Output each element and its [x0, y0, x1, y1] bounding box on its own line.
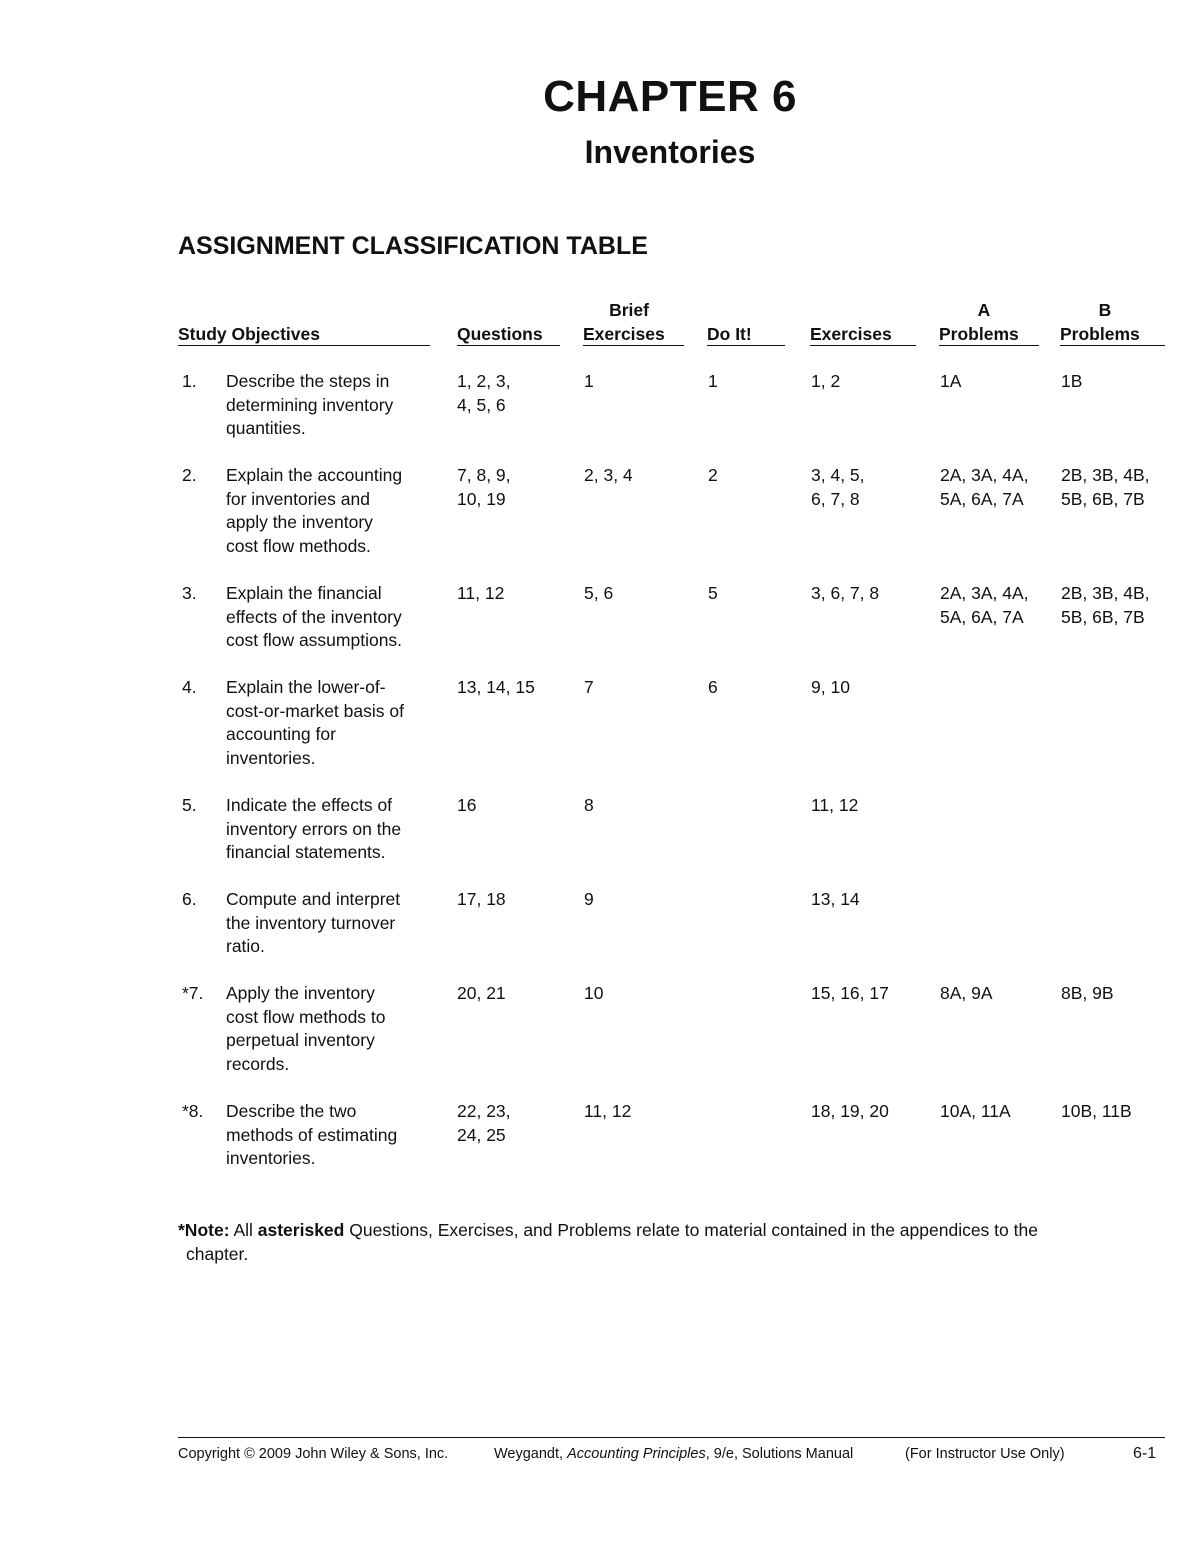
b-problems-cell: 10B, 11B — [1061, 1101, 1132, 1121]
footer-citation — [494, 1446, 853, 1462]
header-exercises: Exercises — [810, 324, 892, 344]
note-all: All — [233, 1220, 253, 1240]
b-problems-cell: 2B, 3B, 4B, 5B, 6B, 7B — [1061, 465, 1150, 509]
brief-exercises-cell: 9 — [584, 889, 594, 909]
questions-cell: 11, 12 — [457, 583, 505, 603]
objective-number: *7. — [182, 983, 204, 1003]
exercises-cell: 1, 2 — [811, 371, 841, 391]
a-problems-cell: 2A, 3A, 4A, 5A, 6A, 7A — [940, 583, 1029, 627]
header-questions: Questions — [457, 324, 543, 344]
section-heading: ASSIGNMENT CLASSIFICATION TABLE — [178, 232, 648, 260]
footer-edition: , 9/e, Solutions Manual — [705, 1446, 854, 1462]
objective-text: Describe the steps in determining inventory quantities. — [226, 371, 394, 438]
exercises-cell: 3, 6, 7, 8 — [811, 583, 880, 603]
b-problems-cell: 2B, 3B, 4B, 5B, 6B, 7B — [1061, 583, 1150, 627]
footer-usage: (For Instructor Use Only) — [905, 1446, 1065, 1462]
objective-text: Compute and interpret the inventory turnover ratio. — [226, 889, 401, 956]
questions-cell: 1, 2, 3, 4, 5, 6 — [457, 371, 511, 415]
a-problems-cell: 10A, 11A — [940, 1101, 1011, 1121]
footer-author: Weygandt, — [494, 1446, 564, 1462]
b-problems-cell: 8B, 9B — [1061, 983, 1114, 1003]
header-study-objectives: Study Objectives — [178, 324, 320, 344]
objective-text: Explain the lower-of- cost-or-market basis of accounting for inventories. — [226, 677, 404, 768]
footer-copyright: Copyright © 2009 John Wiley & Sons, Inc. — [178, 1446, 449, 1462]
objective-text: Describe the two methods of estimating inventories. — [226, 1101, 398, 1168]
a-problems-cell: 1A — [940, 371, 962, 391]
objective-number: 1. — [182, 371, 197, 391]
questions-cell: 7, 8, 9, 10, 19 — [457, 465, 511, 509]
objective-number: 3. — [182, 583, 197, 603]
note-text: Questions, Exercises, and Problems relate to material contained in the appendices to the — [349, 1220, 1038, 1240]
header-rule — [583, 345, 684, 346]
objective-number: 6. — [182, 889, 197, 909]
b-problems-cell: 1B — [1061, 371, 1083, 391]
header-a: A — [977, 300, 991, 320]
questions-cell: 22, 23, 24, 25 — [457, 1101, 511, 1145]
brief-exercises-cell: 11, 12 — [584, 1101, 632, 1121]
questions-cell: 17, 18 — [457, 889, 506, 909]
chapter-title: CHAPTER 6 — [543, 72, 797, 121]
exercises-cell: 11, 12 — [811, 795, 859, 815]
note-asterisked: asterisked — [257, 1220, 345, 1240]
brief-exercises-cell: 8 — [584, 795, 594, 815]
objective-number: *8. — [182, 1101, 204, 1121]
header-rule — [178, 345, 430, 346]
header-rule — [457, 345, 560, 346]
exercises-cell: 13, 14 — [811, 889, 860, 909]
questions-cell: 16 — [457, 795, 477, 815]
do-it-cell: 2 — [708, 465, 718, 485]
header-rule — [1060, 345, 1165, 346]
objective-number: 5. — [182, 795, 197, 815]
footer-book-title: Accounting Principles — [567, 1446, 706, 1462]
brief-exercises-cell: 5, 6 — [584, 583, 614, 603]
objective-text: Indicate the effects of inventory errors on the financial statements. — [226, 795, 402, 862]
header-b: B — [1098, 300, 1112, 320]
do-it-cell: 5 — [708, 583, 718, 603]
header-brief-exercises: Exercises — [583, 324, 665, 344]
note-label: *Note: — [178, 1220, 230, 1240]
footer-rule — [178, 1437, 1165, 1438]
header-rule — [707, 345, 785, 346]
header-do-it: Do It! — [707, 324, 752, 344]
exercises-cell: 18, 19, 20 — [811, 1101, 889, 1121]
header-rule — [939, 345, 1039, 346]
brief-exercises-cell: 7 — [584, 677, 594, 697]
header-rule — [810, 345, 916, 346]
objective-text: Apply the inventory cost flow methods to perpetual inventory records. — [226, 983, 386, 1074]
header-b-problems: Problems — [1060, 324, 1140, 344]
chapter-subtitle: Inventories — [584, 134, 756, 170]
objective-text: Explain the financial effects of the inventory cost flow assumptions. — [226, 583, 403, 650]
exercises-cell: 15, 16, 17 — [811, 983, 889, 1003]
a-problems-cell: 2A, 3A, 4A, 5A, 6A, 7A — [940, 465, 1029, 509]
questions-cell: 20, 21 — [457, 983, 506, 1003]
note-text-cont: chapter. — [186, 1244, 249, 1264]
objective-number: 2. — [182, 465, 197, 485]
brief-exercises-cell: 10 — [584, 983, 604, 1003]
brief-exercises-cell: 2, 3, 4 — [584, 465, 633, 485]
footer-page-number: 6-1 — [1133, 1445, 1157, 1462]
header-a-problems: Problems — [939, 324, 1019, 344]
a-problems-cell: 8A, 9A — [940, 983, 993, 1003]
brief-exercises-cell: 1 — [584, 371, 594, 391]
exercises-cell: 3, 4, 5, 6, 7, 8 — [811, 465, 865, 509]
do-it-cell: 6 — [708, 677, 718, 697]
objective-text: Explain the accounting for inventories and apply the inventory cost flow methods. — [226, 465, 403, 556]
questions-cell: 13, 14, 15 — [457, 677, 535, 697]
do-it-cell: 1 — [708, 371, 718, 391]
note — [178, 1218, 1160, 1266]
objective-number: 4. — [182, 677, 197, 697]
exercises-cell: 9, 10 — [811, 677, 850, 697]
header-brief: Brief — [609, 300, 649, 320]
